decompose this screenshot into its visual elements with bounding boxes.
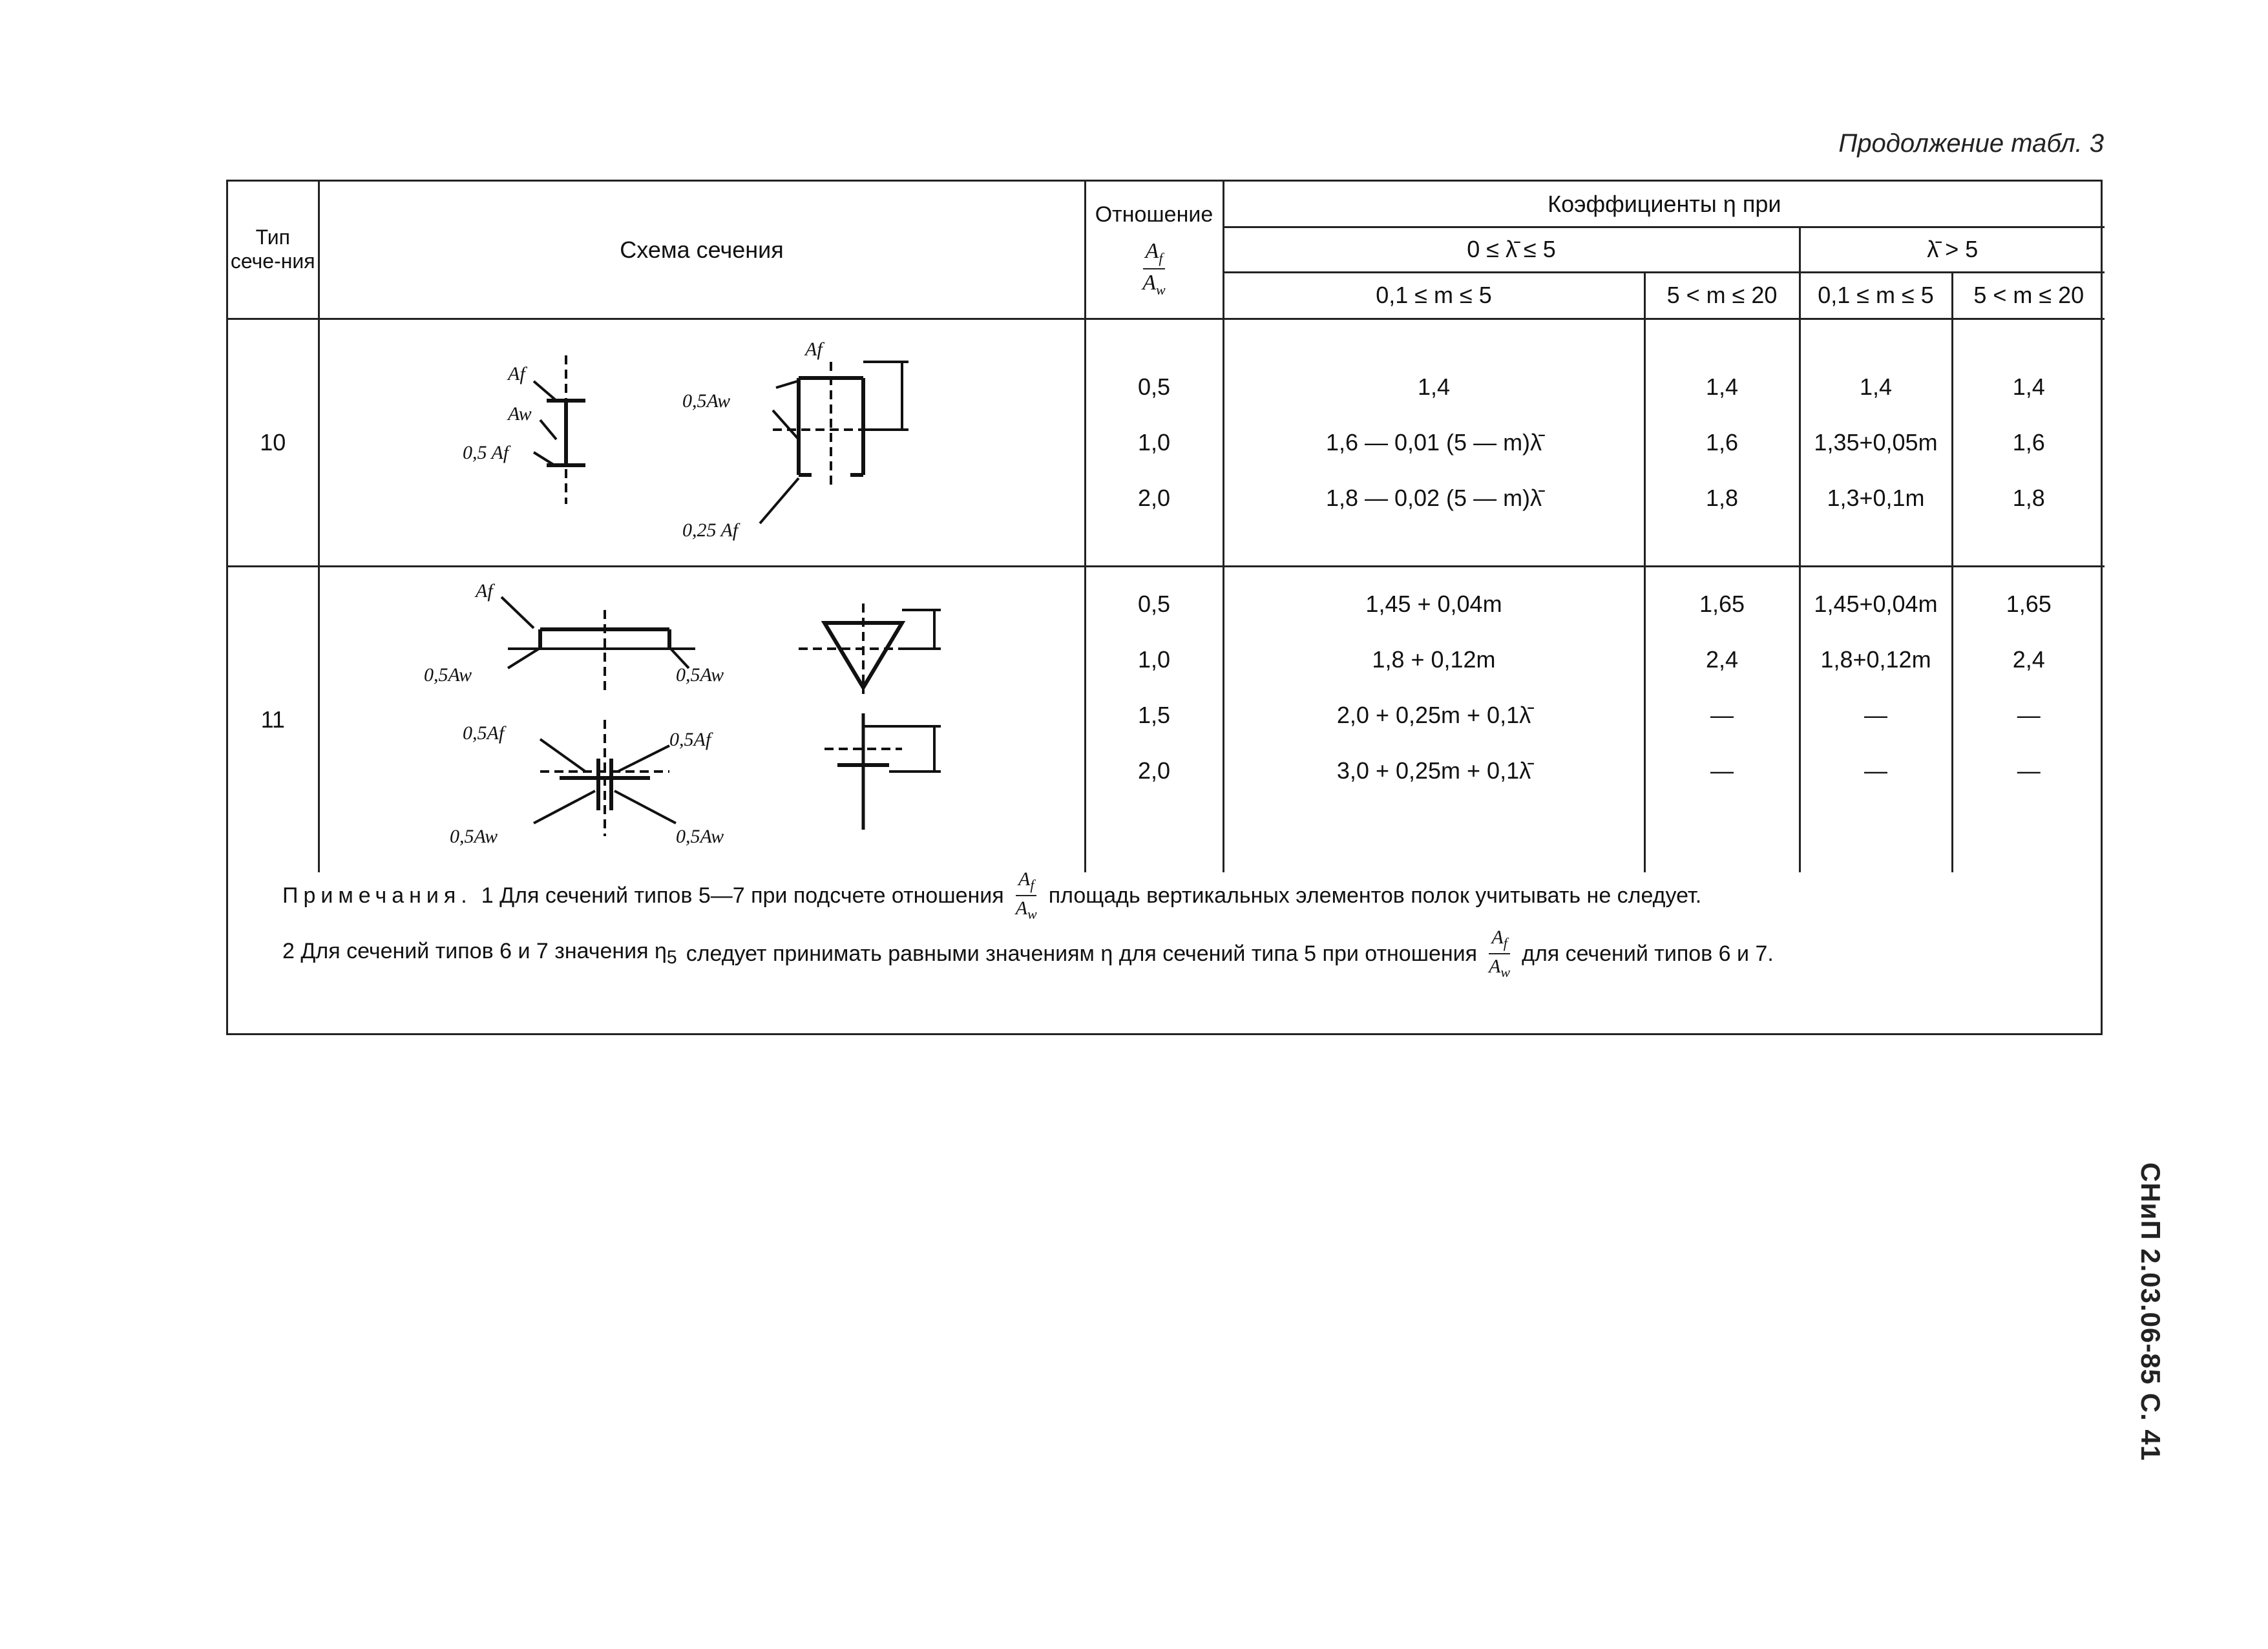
- document-code: [2132, 1157, 2168, 1467]
- coef-value: 1,65: [2006, 590, 2052, 617]
- ratio-value: 1,0: [1137, 646, 1171, 673]
- label-half-af: 0,5 Af: [463, 441, 509, 463]
- frac-num: A: [1018, 868, 1031, 890]
- coef-cell-a: [1223, 319, 1644, 566]
- coef-cell-b: [1644, 319, 1800, 566]
- ratio-den: A: [1142, 270, 1157, 295]
- header-sub-a: 0,1 ≤ m ≤ 5: [1223, 272, 1644, 319]
- frac-num-sub: f: [1503, 935, 1507, 951]
- header-ratio: [1085, 182, 1223, 319]
- coef-value: 1,4: [2012, 373, 2045, 400]
- coef-value: 1,4: [1417, 373, 1451, 400]
- ratio-cell: [1085, 319, 1223, 566]
- diagram-type-11: [319, 566, 1085, 872]
- header-range-high: λ̄ > 5: [1800, 227, 2105, 272]
- coef-value: 1,3+0,1m: [1827, 484, 1925, 511]
- coef-value: —: [2017, 701, 2041, 728]
- header-range-low: 0 ≤ λ̄ ≤ 5: [1223, 227, 1800, 272]
- diagram-type-10: [319, 319, 1085, 566]
- label-af-2: Af: [805, 338, 823, 360]
- coefficient-table: [228, 182, 2105, 872]
- ratio-value: 2,0: [1137, 757, 1171, 784]
- ratio-value: 1,5: [1137, 701, 1171, 728]
- frac-den: A: [1489, 956, 1501, 977]
- note-2-sub: 5: [666, 947, 677, 968]
- ratio-value: 0,5: [1137, 373, 1171, 400]
- coef-value: 2,4: [1705, 646, 1739, 673]
- frac-den-sub: w: [1027, 906, 1037, 922]
- header-scheme: Схема сечения: [319, 182, 1085, 319]
- header-sub-c: 0,1 ≤ m ≤ 5: [1800, 272, 1952, 319]
- coef-value: 1,65: [1699, 590, 1745, 617]
- coef-value: 2,4: [2012, 646, 2045, 673]
- note-2-prefix: [282, 939, 677, 969]
- label-half-af-left: 0,5Af: [463, 722, 505, 744]
- note-2-suffix: для сечений типов 6 и 7.: [1522, 941, 1774, 966]
- row-type: 11: [228, 566, 319, 872]
- ratio-value: 1,0: [1137, 428, 1171, 456]
- frac-num: A: [1491, 927, 1504, 948]
- ratio-num: A: [1145, 239, 1159, 263]
- coef-cell-d: [1952, 566, 2105, 872]
- coef-value: 1,8 — 0,02 (5 — m)λ̄: [1325, 484, 1542, 511]
- label-af-1: Af: [508, 362, 525, 384]
- section-sketch-11: [411, 578, 992, 862]
- coef-value: 1,6 — 0,01 (5 — m)λ̄: [1325, 428, 1542, 456]
- label-half-aw-bottom-left: 0,5Aw: [450, 825, 498, 847]
- coef-value: —: [2017, 757, 2041, 784]
- coef-value: 2,0 + 0,25m + 0,1λ̄: [1336, 701, 1531, 728]
- note-1-suffix: площадь вертикальных элементов полок учитывать не следует.: [1048, 883, 1702, 908]
- coef-value: —: [1710, 701, 1734, 728]
- note-1-prefix: 1 Для сечений типов 5—7 при подсчете отношения: [481, 883, 1004, 908]
- coef-cell-b: [1644, 566, 1800, 872]
- ratio-num-sub: f: [1159, 249, 1163, 266]
- coef-cell-a: [1223, 566, 1644, 872]
- label-half-af-right: 0,5Af: [669, 728, 711, 750]
- frac-num-sub: f: [1030, 877, 1034, 893]
- frac-den-sub: w: [1500, 964, 1511, 980]
- section-sketch-10: [411, 336, 992, 549]
- frac-den: A: [1015, 898, 1028, 919]
- notes-block: [228, 867, 2101, 983]
- notes-heading: Примечания.: [282, 883, 472, 908]
- header-type: Тип сече-ния: [228, 182, 319, 319]
- ratio-den-sub: w: [1156, 281, 1166, 298]
- label-half-aw-left: 0,5Aw: [424, 664, 472, 686]
- coef-value: 1,6: [1705, 428, 1739, 456]
- label-aw-1: Aw: [508, 403, 532, 425]
- table-3-frame: [226, 180, 2103, 1035]
- coef-value: 3,0 + 0,25m + 0,1λ̄: [1336, 757, 1531, 784]
- note-2-prefix-text: 2 Для сечений типов 6 и 7 значения η: [282, 939, 667, 964]
- coef-value: —: [1864, 701, 1887, 728]
- coef-value: 1,6: [2012, 428, 2045, 456]
- coef-value: 1,45 + 0,04m: [1365, 590, 1502, 617]
- coef-value: 1,35+0,05m: [1814, 428, 1938, 456]
- header-coefficients: Коэффициенты η при: [1223, 182, 2105, 227]
- coef-value: 1,4: [1859, 373, 1893, 400]
- coef-cell-d: [1952, 319, 2105, 566]
- note-2: [282, 925, 2101, 983]
- label-half-aw-bottom-right: 0,5Aw: [676, 825, 724, 847]
- coef-value: 1,8: [1705, 484, 1739, 511]
- note-1: [282, 867, 2101, 925]
- row-type: 10: [228, 319, 319, 566]
- note-2-fraction: [1486, 928, 1513, 980]
- ratio-value: 2,0: [1137, 484, 1171, 511]
- coef-value: —: [1864, 757, 1887, 784]
- coef-cell-c: [1800, 566, 1952, 872]
- coef-value: —: [1710, 757, 1734, 784]
- continuation-label: Продолжение табл. 3: [1838, 129, 2104, 158]
- coef-value: 1,45+0,04m: [1814, 590, 1938, 617]
- table-row: [228, 566, 2105, 872]
- ratio-cell: [1085, 566, 1223, 872]
- table-row: [228, 319, 2105, 566]
- coef-value: 1,8: [2012, 484, 2045, 511]
- note-2-mid: следует принимать равными значениям η для сечений типа 5 при отношения: [686, 941, 1478, 966]
- document-code-text: СНиП 2.03.06-85 С. 41: [2136, 1162, 2167, 1462]
- label-half-aw-right: 0,5Aw: [676, 664, 724, 686]
- label-half-aw: 0,5Aw: [682, 390, 731, 412]
- label-af: Af: [476, 580, 493, 602]
- coef-value: 1,4: [1705, 373, 1739, 400]
- label-quarter-af: 0,25 Af: [682, 519, 739, 541]
- note-1-fraction: [1013, 870, 1040, 921]
- header-sub-b: 5 < m ≤ 20: [1644, 272, 1800, 319]
- ratio-fraction: [1140, 240, 1168, 297]
- header-ratio-label: Отношение: [1095, 202, 1213, 227]
- coef-value: 1,8+0,12m: [1820, 646, 1931, 673]
- coef-value: 1,8 + 0,12m: [1372, 646, 1496, 673]
- header-sub-d: 5 < m ≤ 20: [1952, 272, 2105, 319]
- coef-cell-c: [1800, 319, 1952, 566]
- ratio-value: 0,5: [1137, 590, 1171, 617]
